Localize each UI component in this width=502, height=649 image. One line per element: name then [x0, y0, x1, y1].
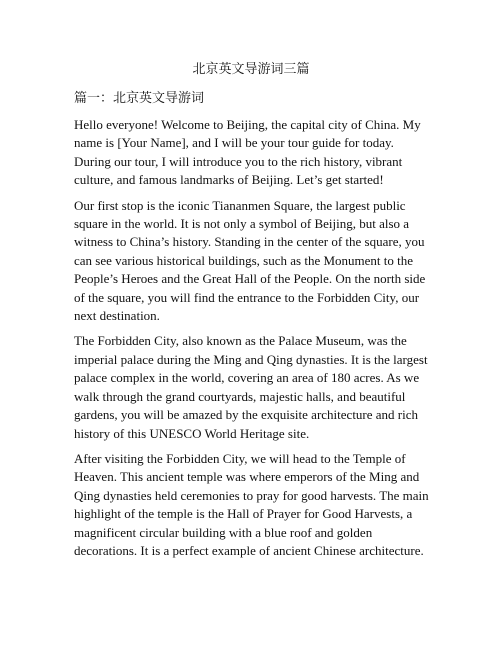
paragraph-welcome: Hello everyone! Welcome to Beijing, the capital city of China. My name is [Your Name], and I will be your tour guide for today. During our tour, I will introduce you to the rich history, vibrant culture, and famous landmarks of Beijing. Let’s get started!: [74, 117, 421, 188]
paragraph-forbidden-city: The Forbidden City, also known as the Palace Museum, was the imperial palace during the Ming and Qing dynasties. It is the largest palace complex in the world, covering an area of 180 acres. As we walk through the grand courtyards, majestic halls, and beautiful gardens, you will be amazed by the exquisite architecture and rich history of this UNESCO World Heritage site.: [74, 333, 428, 441]
document-title: 北京英文导游词三篇: [192, 61, 310, 76]
paragraph-tiananmen-square: Our first stop is the iconic Tiananmen Square, the largest public square in the world. It is not only a symbol of Beijing, but also a witness to China’s history. Standing in the center of the square, you can see various historical buildings, such as the Monument to the People’s Heroes and the Great Hall of the People. On the north side of the square, you will find the entrance to the Forbidden City, our next destination.: [74, 197, 426, 324]
section-heading: 篇一：北京英文导游词: [74, 90, 205, 105]
document-body: [74, 116, 430, 567]
paragraph-temple-of-heaven: After visiting the Forbidden City, we will head to the Temple of Heaven. This ancient temple was where emperors of the Ming and Qing dynasties held ceremonies to pray for good harvests. The main highlight of the temple is the Hall of Prayer for Good Harvests, a magnificent circular building with a blue roof and golden decorations. It is a perfect example of ancient Chinese architecture.: [74, 450, 429, 558]
